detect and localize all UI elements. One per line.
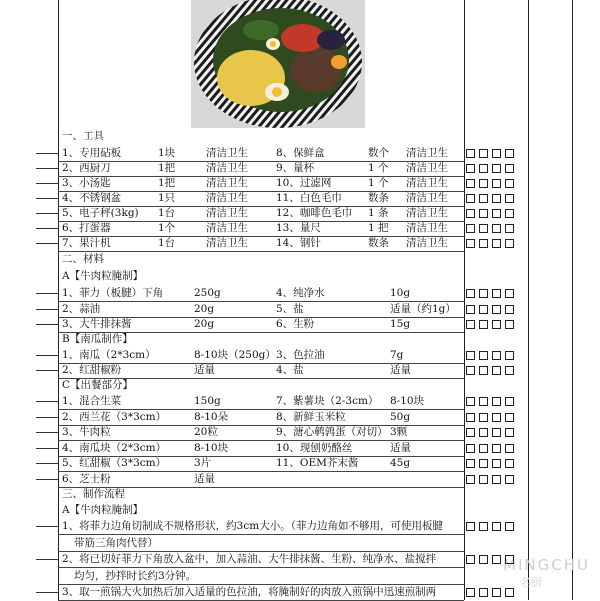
- checkbox[interactable]: [466, 209, 475, 218]
- cell: 清洁卫生: [406, 207, 448, 219]
- cell: 5、盐: [276, 302, 304, 315]
- checkbox[interactable]: [492, 209, 501, 218]
- checkbox-group: [466, 316, 524, 333]
- checkbox[interactable]: [505, 224, 514, 233]
- cell: 清洁卫生: [406, 222, 448, 234]
- cell: 2、西兰花（3*3cm）: [62, 410, 167, 423]
- cell: 3颗: [390, 426, 408, 438]
- checkbox[interactable]: [492, 194, 501, 203]
- checkbox[interactable]: [505, 397, 514, 406]
- row-underline: [58, 176, 464, 177]
- cell: 数条: [368, 237, 389, 249]
- cell: 4、不锈钢盆: [62, 192, 122, 204]
- cell: 5、电子秤(3kg): [62, 207, 139, 219]
- checkbox[interactable]: [466, 522, 475, 531]
- checkbox[interactable]: [492, 397, 501, 406]
- checkbox-group: [466, 471, 524, 488]
- row-underline: [58, 487, 464, 488]
- checkbox-group: [466, 285, 524, 302]
- row-underline: [58, 332, 464, 333]
- cell: 7、果汁机: [62, 237, 111, 249]
- checkbox[interactable]: [479, 305, 488, 314]
- cell: 适量: [390, 441, 411, 454]
- cell: 8-10块（250g）: [194, 349, 276, 361]
- checkbox[interactable]: [479, 194, 488, 203]
- cell: 8、新鲜玉米粒: [276, 410, 346, 423]
- frame-line-right-2: [572, 0, 573, 600]
- cell: 8-10块: [194, 441, 229, 454]
- checkbox-group: [466, 235, 524, 252]
- row-dash: [36, 448, 58, 449]
- cell: 清洁卫生: [406, 147, 448, 159]
- checkbox[interactable]: [492, 351, 501, 360]
- row-dash: [36, 479, 58, 480]
- row-dash: [36, 417, 58, 418]
- checkbox[interactable]: [505, 588, 514, 597]
- cell: 250g: [194, 287, 221, 299]
- row-dash: [36, 198, 58, 199]
- process-line: 1、将菲力边角切制成不规格形状，约3cm大小。（菲力边角如不够用，可使用板腱: [62, 520, 443, 532]
- checkbox[interactable]: [505, 555, 514, 564]
- checkbox[interactable]: [479, 320, 488, 329]
- cell: 3、牛肉粒: [62, 426, 111, 438]
- cell: 10、过滤网: [276, 177, 332, 189]
- row-dash: [36, 355, 58, 356]
- cell: 9、溏心鹌鹑蛋（对切）: [276, 426, 388, 438]
- checkbox[interactable]: [492, 149, 501, 158]
- cell: 7、紫薯块（2-3cm）: [276, 395, 379, 407]
- cell: 2、西厨刀: [62, 162, 111, 174]
- row-dash: [36, 243, 58, 244]
- checkbox[interactable]: [466, 555, 475, 564]
- checkbox[interactable]: [492, 289, 501, 298]
- cell: 清洁卫生: [406, 237, 448, 249]
- checkbox[interactable]: [505, 444, 514, 453]
- checkbox[interactable]: [479, 475, 488, 484]
- frame-line-right-1: [528, 0, 529, 600]
- cell: 4、纯净水: [276, 287, 325, 299]
- checkbox[interactable]: [479, 351, 488, 360]
- cell: 1 把: [368, 222, 389, 234]
- row-dash: [36, 526, 58, 527]
- cell: 20g: [194, 302, 215, 315]
- cell: 45g: [390, 457, 411, 469]
- checkbox[interactable]: [479, 459, 488, 468]
- checkbox[interactable]: [505, 320, 514, 329]
- frame-line-left: [58, 0, 59, 600]
- cell: 3片: [194, 457, 212, 469]
- checkbox[interactable]: [505, 289, 514, 298]
- process-subheading: A【牛肉粒腌制】: [62, 504, 144, 516]
- row-dash: [36, 324, 58, 325]
- checkbox[interactable]: [492, 224, 501, 233]
- row-dash: [36, 401, 58, 402]
- cell: 6、芝士粉: [62, 472, 111, 485]
- cell: 8-10块: [390, 395, 425, 407]
- cell: 1 个: [368, 177, 389, 189]
- cell: 清洁卫生: [406, 177, 448, 189]
- checkbox[interactable]: [479, 413, 488, 422]
- pumpkin-subheading: B【南瓜制作】: [62, 333, 133, 345]
- cell: 清洁卫生: [406, 192, 448, 204]
- checkbox[interactable]: [479, 444, 488, 453]
- row-underline: [58, 251, 464, 252]
- checkbox[interactable]: [492, 475, 501, 484]
- cell: 数条: [368, 192, 389, 204]
- row-dash: [36, 432, 58, 433]
- checkbox[interactable]: [479, 149, 488, 158]
- frame-line-mid: [464, 0, 465, 600]
- checkbox[interactable]: [479, 555, 488, 564]
- watermark-subtext: 名厨: [520, 576, 542, 589]
- checkbox[interactable]: [492, 459, 501, 468]
- checkbox[interactable]: [492, 413, 501, 422]
- cell: 1、菲力（板腱）下角: [62, 287, 164, 299]
- checkbox-group: [466, 301, 524, 318]
- cell: 8-10朵: [194, 410, 229, 423]
- checkbox[interactable]: [505, 428, 514, 437]
- checkbox[interactable]: [505, 194, 514, 203]
- checkbox[interactable]: [492, 444, 501, 453]
- cell: 适量: [194, 364, 215, 376]
- cell: 13、量尺: [276, 222, 321, 234]
- row-dash: [36, 559, 58, 560]
- cell: 3、小汤匙: [62, 177, 111, 189]
- row-underline: [58, 471, 464, 472]
- checkbox[interactable]: [466, 320, 475, 329]
- checkbox-group: [466, 440, 524, 457]
- checkbox[interactable]: [505, 413, 514, 422]
- cell: 9、量杯: [276, 162, 315, 174]
- checkbox[interactable]: [505, 522, 514, 531]
- cell: 2、蒜油: [62, 302, 101, 315]
- process-line: 带筋三角肉代替）: [74, 536, 158, 549]
- row-dash: [36, 153, 58, 154]
- process-line: 2、将已切好菲力下角放入盆中，加入蒜油、大牛排抹酱、生粉、纯净水、盐搅拌: [62, 553, 437, 565]
- tools-heading: 一、工具: [62, 130, 104, 142]
- checkbox[interactable]: [505, 475, 514, 484]
- checkbox[interactable]: [492, 164, 501, 173]
- cell: 3、色拉油: [276, 349, 325, 361]
- checkbox[interactable]: [466, 149, 475, 158]
- cell: 1、专用砧板: [62, 147, 122, 159]
- process-line: 3、取一煎锅大火加热后加入适量的色拉油，将腌制好的肉放入煎锅中迅速煎制两: [62, 586, 437, 598]
- row-dash: [36, 183, 58, 184]
- checkbox[interactable]: [479, 209, 488, 218]
- checkbox-group: [466, 455, 524, 472]
- cell: 2、红甜椒粉: [62, 364, 122, 376]
- beef-subheading: A【牛肉粒腌制】: [62, 270, 144, 282]
- cell: 清洁卫生: [206, 192, 248, 204]
- cell: 数个: [368, 147, 389, 159]
- checkbox[interactable]: [505, 149, 514, 158]
- checkbox[interactable]: [479, 428, 488, 437]
- checkbox[interactable]: [505, 366, 514, 375]
- cell: 清洁卫生: [206, 162, 248, 174]
- checkbox[interactable]: [466, 459, 475, 468]
- cell: 11、白色毛巾: [276, 192, 342, 204]
- checkbox-group: [466, 393, 524, 410]
- cell: 8、保鲜盒: [276, 147, 325, 159]
- checkbox[interactable]: [479, 289, 488, 298]
- checkbox[interactable]: [466, 351, 475, 360]
- checkbox[interactable]: [505, 459, 514, 468]
- checkbox[interactable]: [479, 164, 488, 173]
- row-dash: [36, 293, 58, 294]
- checkbox-group: [466, 551, 524, 568]
- checkbox-group: [466, 409, 524, 426]
- serve-subheading: C【出餐部分】: [62, 379, 134, 391]
- cell: 1、混合生菜: [62, 395, 122, 407]
- cell: 4、盐: [276, 364, 304, 376]
- row-dash: [36, 213, 58, 214]
- checkbox[interactable]: [479, 588, 488, 597]
- cell: 14、钢针: [276, 237, 321, 249]
- cell: 1个: [158, 222, 176, 234]
- checkbox[interactable]: [466, 239, 475, 248]
- cell: 1 条: [368, 207, 389, 219]
- row-dash: [36, 370, 58, 371]
- cell: 6、生粉: [276, 318, 315, 330]
- checkbox[interactable]: [492, 239, 501, 248]
- row-underline: [58, 378, 464, 379]
- cell: 150g: [194, 395, 221, 407]
- checkbox[interactable]: [466, 164, 475, 173]
- cell: 10、现刨奶酪丝: [276, 441, 353, 454]
- cell: 50g: [390, 410, 411, 423]
- cell: 6、打蛋器: [62, 222, 111, 234]
- checkbox-group: [466, 362, 524, 379]
- checkbox[interactable]: [479, 366, 488, 375]
- checkbox[interactable]: [466, 179, 475, 188]
- cell: 清洁卫生: [206, 177, 248, 189]
- checkbox[interactable]: [466, 194, 475, 203]
- cell: 清洁卫生: [406, 162, 448, 174]
- checkbox[interactable]: [492, 588, 501, 597]
- checkbox[interactable]: [505, 209, 514, 218]
- checkbox[interactable]: [479, 397, 488, 406]
- cell: 5、红甜椒（3*3cm）: [62, 457, 167, 469]
- cell: 清洁卫生: [206, 222, 248, 234]
- cell: 1把: [158, 162, 176, 174]
- materials-heading: 二、材料: [62, 253, 104, 265]
- checkbox[interactable]: [492, 179, 501, 188]
- checkbox[interactable]: [466, 305, 475, 314]
- cell: 1 个: [368, 162, 389, 174]
- checkbox[interactable]: [466, 397, 475, 406]
- row-dash: [36, 463, 58, 464]
- checkbox[interactable]: [492, 366, 501, 375]
- cell: 1块: [158, 147, 176, 159]
- row-underline: [58, 236, 464, 237]
- row-underline: [58, 161, 464, 162]
- cell: 4、南瓜块（2*3cm）: [62, 441, 167, 454]
- cell: 适量: [194, 472, 215, 485]
- checkbox[interactable]: [466, 588, 475, 597]
- cell: 清洁卫生: [206, 237, 248, 249]
- watermark-text: MINGCHU: [503, 556, 590, 574]
- row-dash: [36, 309, 58, 310]
- checkbox-group: [466, 424, 524, 441]
- checkbox[interactable]: [492, 522, 501, 531]
- cell: 清洁卫生: [206, 147, 248, 159]
- checkbox-group: [466, 584, 524, 601]
- row-dash: [36, 228, 58, 229]
- checkbox[interactable]: [505, 164, 514, 173]
- checkbox[interactable]: [505, 351, 514, 360]
- cell: 20g: [194, 318, 215, 330]
- checkbox[interactable]: [466, 289, 475, 298]
- checkbox[interactable]: [492, 305, 501, 314]
- checkbox[interactable]: [466, 366, 475, 375]
- checkbox[interactable]: [505, 239, 514, 248]
- checkbox[interactable]: [479, 179, 488, 188]
- checkbox[interactable]: [505, 179, 514, 188]
- cell: 1只: [158, 192, 176, 204]
- checkbox[interactable]: [479, 224, 488, 233]
- checkbox[interactable]: [466, 444, 475, 453]
- cell: 7g: [390, 349, 404, 361]
- checkbox[interactable]: [466, 428, 475, 437]
- cell: 1把: [158, 177, 176, 189]
- checkbox[interactable]: [505, 305, 514, 314]
- row-underline: [58, 221, 464, 222]
- checkbox[interactable]: [466, 413, 475, 422]
- cell: 11、OEM芥末酱: [276, 457, 359, 469]
- process-heading: 三、制作流程: [62, 488, 125, 500]
- cell: 清洁卫生: [206, 207, 248, 219]
- checkbox[interactable]: [479, 239, 488, 248]
- cell: 1、南瓜（2*3cm）: [62, 349, 156, 361]
- cell: 3、大牛排抹酱: [62, 318, 132, 330]
- cell: 12、咖啡色毛巾: [276, 207, 353, 219]
- process-line: 均匀，抄拌时长约3分钟。: [74, 569, 197, 582]
- cell: 适量: [390, 364, 411, 376]
- checkbox[interactable]: [492, 320, 501, 329]
- cell: 1台: [158, 237, 176, 249]
- row-dash: [36, 168, 58, 169]
- checkbox[interactable]: [492, 428, 501, 437]
- cell: 20粒: [194, 426, 218, 438]
- checkbox[interactable]: [466, 475, 475, 484]
- salad-photo: [191, 0, 365, 128]
- checkbox[interactable]: [466, 224, 475, 233]
- cell: 10g: [390, 287, 411, 299]
- cell: 15g: [390, 318, 411, 330]
- cell: 1台: [158, 207, 176, 219]
- checkbox[interactable]: [492, 555, 501, 564]
- row-dash: [36, 592, 58, 593]
- cell: 适量（约1g）: [390, 302, 456, 315]
- checkbox-group: [466, 518, 524, 535]
- checkbox[interactable]: [479, 522, 488, 531]
